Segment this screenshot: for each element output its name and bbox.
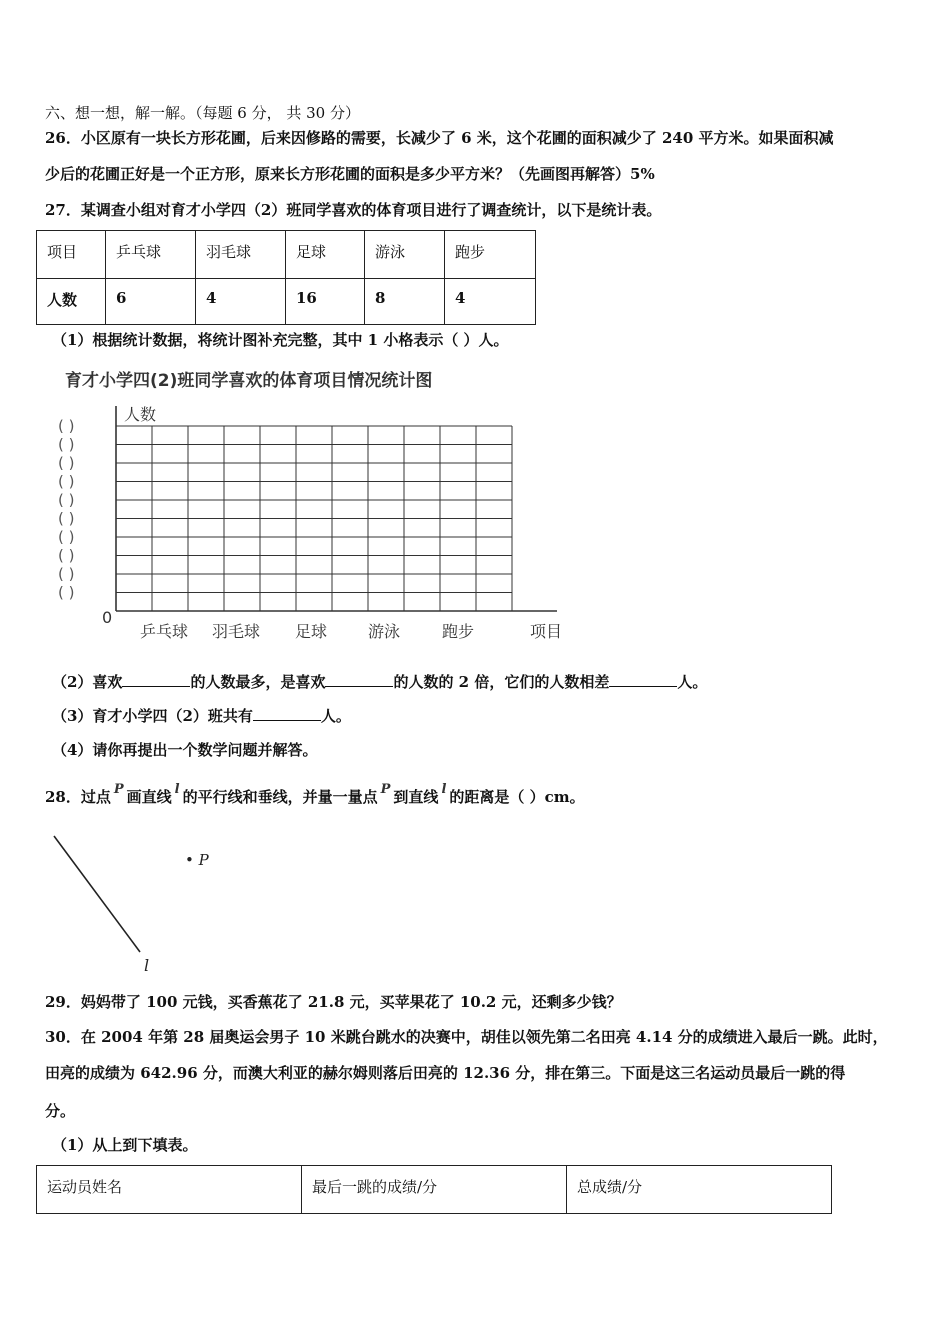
q29-text: 29．妈妈带了 100 元钱，买香蕉花了 21.8 元，买苹果花了 10.2 元，还剩多少钱？ [45,993,622,1011]
sub3-part: 人。 [320,707,351,725]
survey-cell: 游泳 [365,231,445,279]
sub2-part: 人。 [677,673,708,691]
q28-part: 28．过点 [45,788,111,806]
answer-blank[interactable] [122,672,190,687]
y-tick-label: ( ) [58,583,75,602]
q28-part: 到直线 [393,788,439,806]
sports-chart [40,362,600,652]
line-l-symbol: l [441,782,447,797]
q30-line2: 田亮的成绩为 642.96 分，而澳大利亚的赫尔姆则落后田亮的 12.36 分，排在第三。下面是这三名运动员最后一跳的得 [45,1064,846,1082]
y-tick-label: ( ) [58,509,75,528]
x-tick-labels [140,622,474,641]
survey-table-header-row [37,231,536,279]
sub2-part: （2）喜欢 [52,673,123,691]
q27-sub4: （4）请你再提出一个数学问题并解答。 [52,741,318,759]
y-tick-label: ( ) [58,565,75,583]
sub2-part: 的人数的 2 倍，它们的人数相差 [393,673,610,691]
survey-cell: 4 [445,279,536,325]
q26-line2: 少后的花圃正好是一个正方形，原来长方形花圃的面积是多少平方米？（先画图再解答）5% [45,165,655,183]
divers-table-header-row [37,1166,832,1214]
survey-table [36,230,536,325]
survey-cell: 足球 [286,231,365,279]
line-l-label: l [144,956,150,975]
survey-cell: 羽毛球 [196,231,286,279]
y-tick-label: ( ) [58,435,75,454]
chart-grid [116,406,557,611]
survey-cell: 人数 [37,279,106,325]
sub2-part: 的人数最多，是喜欢 [190,673,326,691]
survey-table-data-row [37,279,536,325]
divers-table [36,1165,832,1214]
point-p-symbol: P [113,782,124,797]
q28-part: 的平行线和垂线，并量一量点 [182,788,378,806]
x-axis-label: 项目 [530,622,563,641]
point-p-label: • P [185,851,209,869]
survey-cell: 6 [106,279,196,325]
answer-blank[interactable] [609,672,677,687]
divers-header-cell: 运动员姓名 [37,1166,302,1214]
y-tick-label: ( ) [58,417,75,435]
divers-header-cell: 总成绩/分 [567,1166,832,1214]
q28-part: 画直线 [126,788,172,806]
y-tick-label: ( ) [58,472,75,491]
answer-blank[interactable] [253,706,321,721]
divers-header-cell: 最后一跳的成绩/分 [302,1166,567,1214]
y-tick-label: ( ) [58,491,75,509]
q27-sub3 [52,706,351,726]
y-tick-label: ( ) [58,546,75,565]
line-and-point-figure [45,828,265,978]
x-tick-label: 乒乓球 [140,622,189,641]
sub3-part: （3）育才小学四（2）班共有 [52,707,253,725]
q26-line1: 26．小区原有一块长方形花圃，后来因修路的需要，长减少了 6 米，这个花圃的面积减少了 240 平方米。如果面积减 [45,129,834,147]
q27-sub1: （1）根据统计数据，将统计图补充完整，其中 1 小格表示（ ）人。 [52,331,509,349]
point-p-symbol: P [380,782,391,797]
y-tick-labels [58,417,74,602]
line-l [54,836,140,952]
q30-sub1: （1）从上到下填表。 [52,1136,198,1154]
origin-label: 0 [102,608,113,627]
q28-text [45,782,585,809]
x-tick-label: 游泳 [368,622,401,641]
y-axis-label: 人数 [124,405,157,424]
q28-part: 的距离是（ ）cm。 [449,788,585,806]
x-tick-label: 羽毛球 [212,622,261,641]
line-l-symbol: l [174,782,180,797]
survey-cell: 8 [365,279,445,325]
y-tick-label: ( ) [58,528,75,546]
survey-cell: 16 [286,279,365,325]
q30-line1: 30．在 2004 年第 28 届奥运会男子 10 米跳台跳水的决赛中，胡佳以领先第二名田亮 4.14 分的成绩进入最后一跳。此时， [45,1028,888,1046]
q27-intro: 27．某调查小组对育才小学四（2）班同学喜欢的体育项目进行了调查统计，以下是统计表。 [45,201,662,219]
x-tick-label: 跑步 [442,622,475,641]
q27-sub2 [52,672,707,692]
section-heading: 六、想一想，解一解。（每题 6 分， 共 30 分） [45,104,360,122]
y-tick-label: ( ) [58,454,75,472]
survey-cell: 4 [196,279,286,325]
q30-line3: 分。 [45,1102,76,1120]
survey-cell: 跑步 [445,231,536,279]
survey-cell: 乒乓球 [106,231,196,279]
survey-cell: 项目 [37,231,106,279]
chart-title: 育才小学四(2)班同学喜欢的体育项目情况统计图 [65,371,433,391]
x-tick-label: 足球 [295,622,328,641]
answer-blank[interactable] [325,672,393,687]
